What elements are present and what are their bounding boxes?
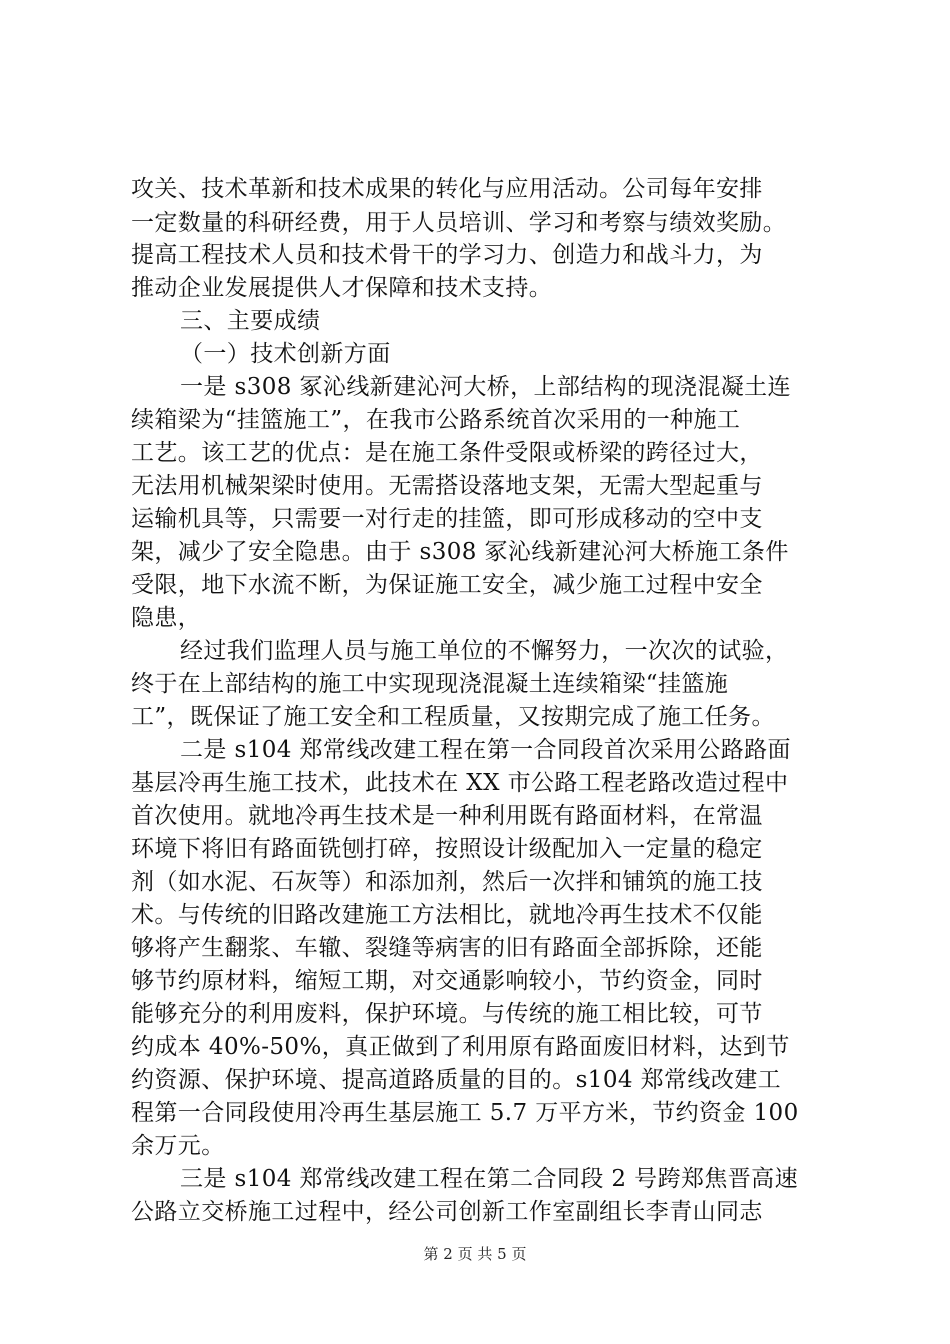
body-text-line: 工艺。该工艺的优点：是在施工条件受限或桥梁的跨径过大， <box>131 440 763 466</box>
body-text-line: 终于在上部结构的施工中实现现浇混凝土连续箱梁“挂篮施 <box>131 671 729 697</box>
body-text-line: 三是 s104 郑常线改建工程在第二合同段 2 号跨郑焦晋高速 <box>180 1166 798 1192</box>
subsection-heading: （一）技术创新方面 <box>180 341 391 367</box>
body-text-line: 隐患， <box>131 605 202 631</box>
body-text-line: 够节约原材料，缩短工期，对交通影响较小，节约资金，同时 <box>131 968 763 994</box>
body-text-line: 架，减少了安全隐患。由于 s308 冢沁线新建沁河大桥施工条件 <box>131 539 789 565</box>
body-text-line: 一定数量的科研经费，用于人员培训、学习和考察与绩效奖励。 <box>131 210 787 236</box>
body-text-line: 程第一合同段使用冷再生基层施工 5.7 万平方米，节约资金 100 <box>131 1100 799 1126</box>
body-text-line: 经过我们监理人员与施工单位的不懈努力，一次次的试验， <box>180 638 789 664</box>
body-text-line: 攻关、技术革新和技术成果的转化与应用活动。公司每年安排 <box>131 176 763 202</box>
body-text-line: 约成本 40%-50%，真正做到了利用原有路面废旧材料，达到节 <box>131 1034 790 1060</box>
body-text-line: 一是 s308 冢沁线新建沁河大桥，上部结构的现浇混凝土连 <box>180 374 791 400</box>
body-text-line: 剂（如水泥、石灰等）和添加剂，然后一次拌和铺筑的施工技 <box>131 869 763 895</box>
body-text-line: 够将产生翻浆、车辙、裂缝等病害的旧有路面全部拆除，还能 <box>131 935 763 961</box>
body-text-line: 运输机具等，只需要一对行走的挂篮，即可形成移动的空中支 <box>131 506 763 532</box>
body-text-line: 首次使用。就地冷再生技术是一种利用既有路面材料，在常温 <box>131 803 763 829</box>
body-text-line: 提高工程技术人员和技术骨干的学习力、创造力和战斗力，为 <box>131 242 763 268</box>
body-text-line: 基层冷再生施工技术，此技术在 XX 市公路工程老路改造过程中 <box>131 770 789 796</box>
body-text-line: 二是 s104 郑常线改建工程在第一合同段首次采用公路路面 <box>180 737 791 763</box>
body-text-line: 工”，既保证了施工安全和工程质量，又按期完成了施工任务。 <box>131 704 775 730</box>
body-text-line: 余万元。 <box>131 1133 225 1159</box>
body-text-line: 术。与传统的旧路改建施工方法相比，就地冷再生技术不仅能 <box>131 902 763 928</box>
body-text-line: 受限，地下水流不断，为保证施工安全，减少施工过程中安全 <box>131 572 763 598</box>
page-number-footer: 第 2 页 共 5 页 <box>423 1245 527 1263</box>
body-text-line: 推动企业发展提供人才保障和技术支持。 <box>131 275 553 301</box>
body-text-line: 约资源、保护环境、提高道路质量的目的。s104 郑常线改建工 <box>131 1067 782 1093</box>
body-text-line: 无法用机械架梁时使用。无需搭设落地支架，无需大型起重与 <box>131 473 763 499</box>
body-text-line: 环境下将旧有路面铣刨打碎，按照设计级配加入一定量的稳定 <box>131 836 763 862</box>
body-text-line: 能够充分的利用废料，保护环境。与传统的施工相比较，可节 <box>131 1001 763 1027</box>
section-heading: 三、主要成绩 <box>180 308 321 334</box>
body-text-line: 续箱梁为“挂篮施工”，在我市公路系统首次采用的一种施工 <box>131 407 741 433</box>
body-text-line: 公路立交桥施工过程中，经公司创新工作室副组长李青山同志 <box>131 1199 763 1225</box>
